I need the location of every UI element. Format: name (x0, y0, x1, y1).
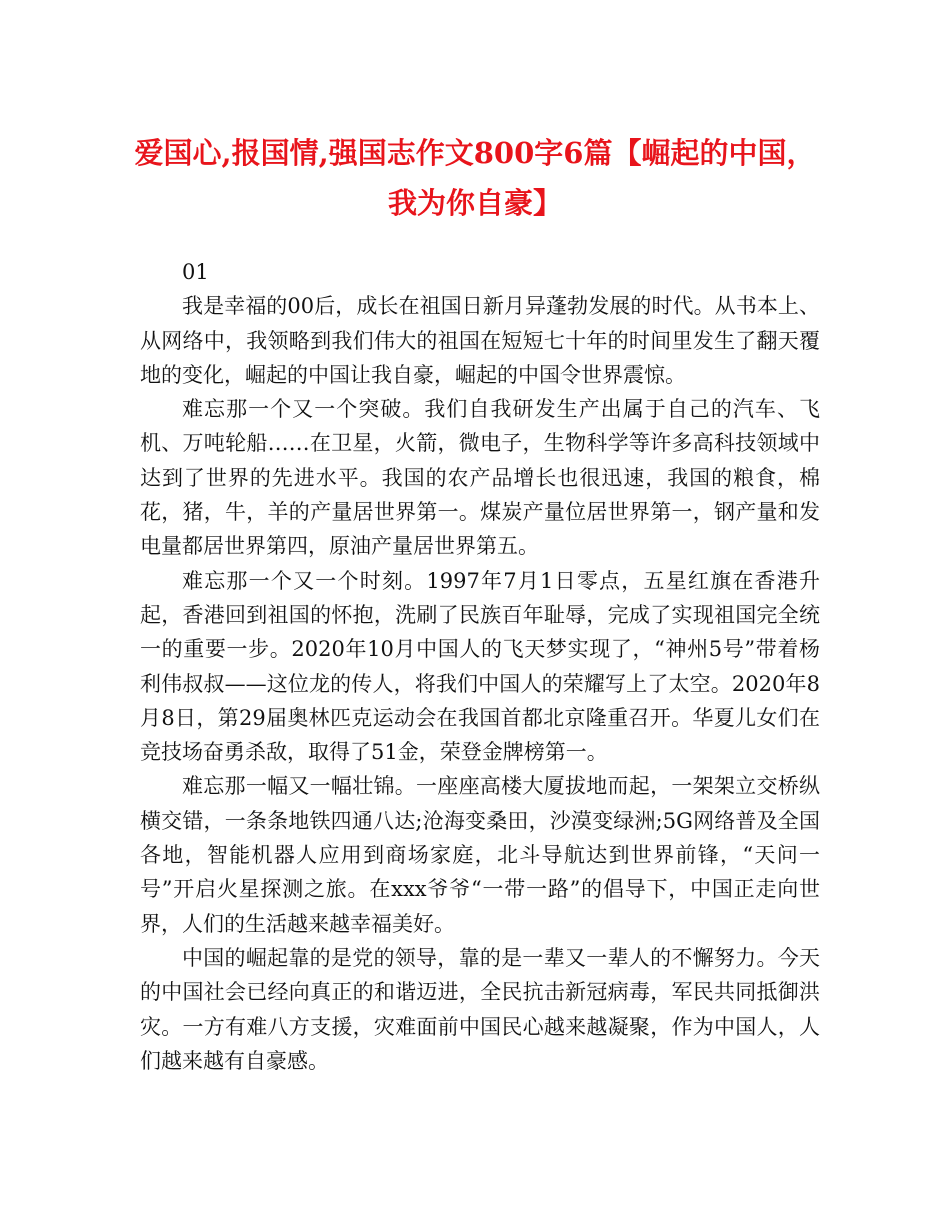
paragraph: 难忘那一个又一个时刻。1997年7月1日零点，五星红旗在香港升起，香港回到祖国的怀抱，洗刷了民族百年耻辱，完成了实现祖国完全统一的重要一步。2020年10月中国人的飞天梦实现了，“神州5号”带着杨利伟叔叔——这位龙的传人，将我们中国人的荣耀写上了太空。2020年8月8日，第29届奥林匹克运动会在我国首都北京隆重召开。华夏儿女们在竞技场奋勇杀敌，取得了51金，荣登金牌榜第一。 (140, 568, 820, 765)
paragraph: 难忘那一幅又一幅壮锦。一座座高楼大厦拔地而起，一架架立交桥纵横交错，一条条地铁四通八达;沧海变桑田，沙漠变绿洲;5G网络普及全国各地，智能机器人应用到商场家庭，北斗导航达到世界前锋，“天问一号”开启火星探测之旅。在xxx爷爷“一带一路”的倡导下，中国正走向世界，人们的生活越来越幸福美好。 (140, 774, 820, 936)
paragraph: 我是幸福的00后，成长在祖国日新月异蓬勃发展的时代。从书本上、从网络中，我领略到我们伟大的祖国在短短七十年的时间里发生了翻天覆地的变化，崛起的中国让我自豪，崛起的中国令世界震惊。 (140, 294, 820, 387)
title-line-1: 爱国心,报国情,强国志作文800字6篇【崛起的中国， (134, 136, 816, 170)
document-body (140, 255, 820, 1078)
paragraph: 难忘那一个又一个突破。我们自我研发生产出属于自己的汽车、飞机、万吨轮船……在卫星，火箭，微电子，生物科学等许多高科技领域中达到了世界的先进水平。我国的农产品增长也很迅速，我国的粮食，棉花，猪，牛，羊的产量居世界第一。煤炭产量位居世界第一，钢产量和发电量都居世界第四，原油产量居世界第五。 (140, 397, 820, 559)
section-number: 01 (182, 260, 209, 284)
document-title (100, 128, 850, 228)
title-line-2: 我为你自豪】 (387, 186, 562, 220)
paragraph: 中国的崛起靠的是党的领导，靠的是一辈又一辈人的不懈努力。今天的中国社会已经向真正的和谐迈进，全民抗击新冠病毒，军民共同抵御洪灾。一方有难八方支援，灾难面前中国民心越来越凝聚，作为中国人，人们越来越有自豪感。 (140, 945, 820, 1073)
